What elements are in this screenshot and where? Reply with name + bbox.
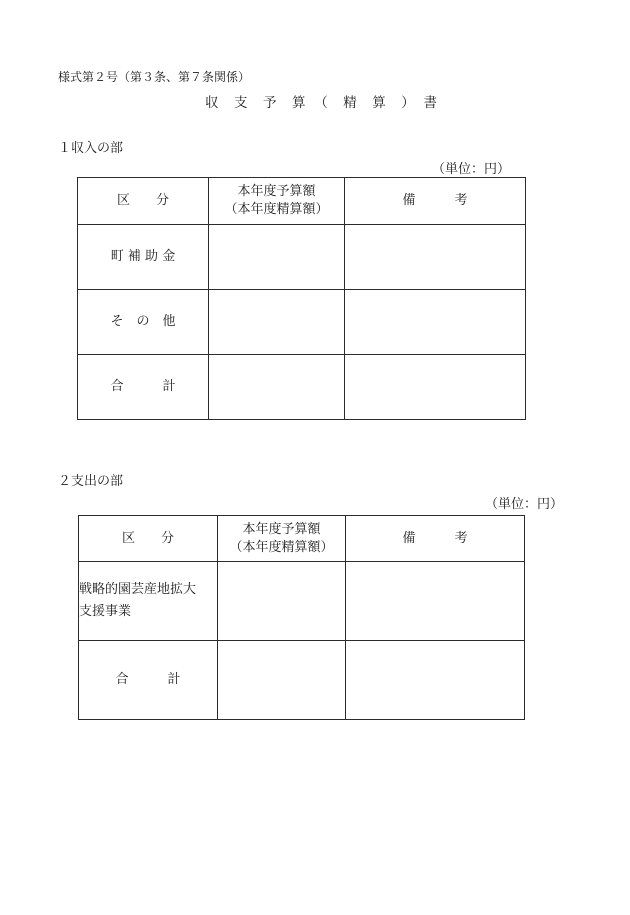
expenditure-row-category-line2: 支援事業 [79,604,132,619]
expenditure-row-budget-cell [218,562,346,641]
income-header-budget-line2: （本年度精算額） [224,202,329,217]
income-section-heading: １収入の部 [58,141,124,156]
expenditure-row-category: 合 計 [79,641,218,720]
expenditure-row-remarks-cell [346,562,525,641]
income-row-other [78,290,526,355]
expenditure-row-program [79,562,525,641]
expenditure-header-remarks: 備 考 [346,516,525,562]
income-row-category: 町 補 助 金 [78,225,209,290]
income-row-budget-cell [209,290,345,355]
income-row-budget-cell [209,225,345,290]
income-unit-label: （単位：円） [432,162,511,177]
income-row-remarks-cell [345,290,526,355]
income-row-remarks-cell [345,355,526,420]
income-header-budget-line1: 本年度予算額 [237,184,316,199]
expenditure-header-row [79,516,525,562]
expenditure-row-remarks-cell [346,641,525,720]
expenditure-row-budget-cell [218,641,346,720]
expenditure-header-budget [218,516,346,562]
expenditure-section-heading: ２支出の部 [58,474,124,489]
income-row-category: 合 計 [78,355,209,420]
expenditure-unit-label: （単位：円） [485,497,564,512]
income-header-category: 区 分 [78,178,209,225]
income-row-category: そ の 他 [78,290,209,355]
income-table [77,177,526,420]
document-title: 収 支 予 算 （ 精 算 ） 書 [205,95,438,111]
income-row-remarks-cell [345,225,526,290]
expenditure-row-category [79,562,218,641]
income-row-town-subsidy [78,225,526,290]
income-row-total [78,355,526,420]
income-header-row [78,178,526,225]
income-row-budget-cell [209,355,345,420]
expenditure-table [78,515,525,720]
expenditure-row-total [79,641,525,720]
expenditure-header-budget-line1: 本年度予算額 [242,521,321,537]
expenditure-header-budget-line2: （本年度精算額） [229,539,334,555]
expenditure-row-category-line1: 戦略的園芸産地拡大 [79,582,197,597]
expenditure-header-category: 区 分 [79,516,218,562]
income-header-remarks: 備 考 [345,178,526,225]
form-label: 様式第２号（第３条、第７条関係） [58,70,251,84]
income-header-budget [209,178,345,225]
